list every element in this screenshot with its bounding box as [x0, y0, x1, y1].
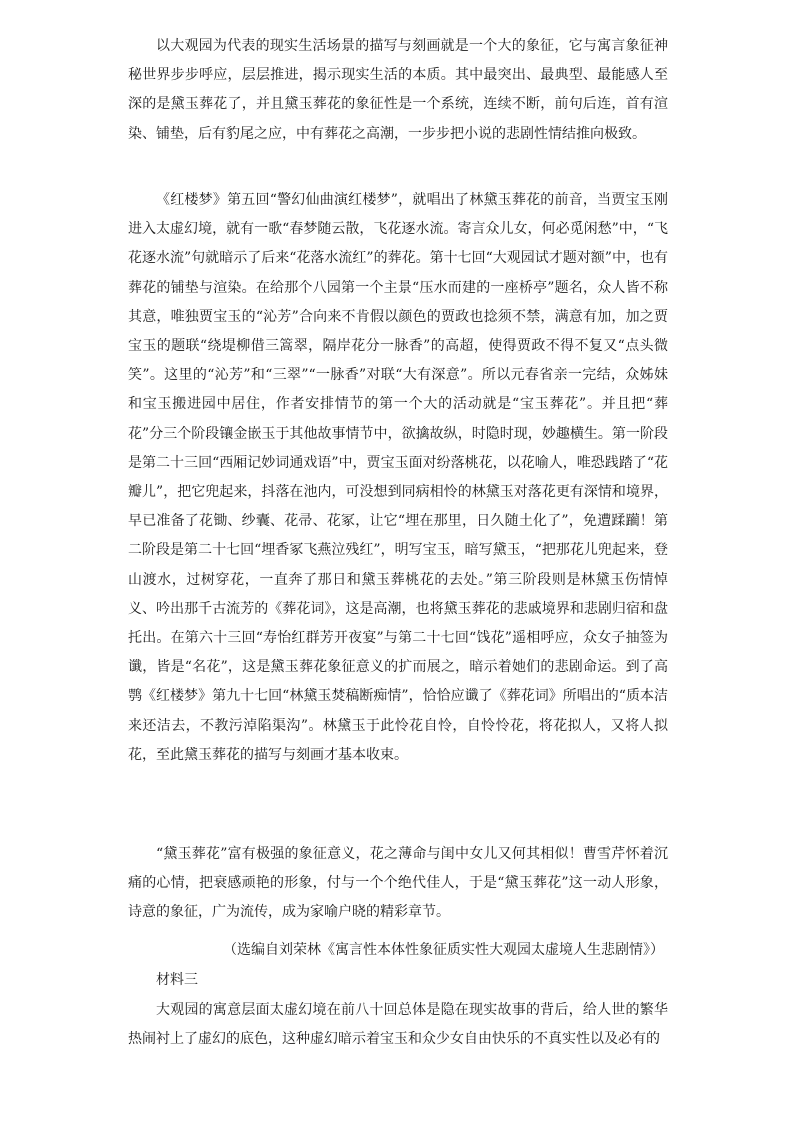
paragraph-3: “黛玉葬花”富有极强的象征意义，花之薄命与闺中女儿又何其相似！曹雪芹怀着沉痛的心情，把衰感顽艳的形象，付与一个个绝代佳人，于是“黛玉葬花”这一动人形象，诗意的象征，广为流传，成为家喻户晓的精彩章节。: [128, 846, 668, 921]
source-citation: （选编自刘荣林《寓言性本体性象征质实性大观园太虚境人生悲剧情》）: [223, 942, 664, 958]
paragraph-1: 以大观园为代表的现实生活场景的描写与刻画就是一个大的象征，它与寓言象征神秘世界步步呼应，层层推进，揭示现实生活的本质。其中最突出、最典型、最能感人至深的是黛玉葬花了，并且黛玉葬花的象征性是一个系统，连续不断，前句后连，首有渲染、铺垫，后有豹尾之应，中有葬花之高潮，一步步把小说的悲剧性情结推向极致。: [128, 38, 668, 142]
section-heading: 材料三: [156, 972, 198, 988]
paragraph-4: 大观园的寓意层面太虚幻境在前八十回总体是隐在现实故事的背后，给人世的繁华热闹衬上了虚幻的底色，这种虚幻暗示着宝玉和众少女自由快乐的不真实性以及必有的: [128, 1002, 668, 1048]
paragraph-2: 《红楼梦》第五回“警幻仙曲演红楼梦”，就唱出了林黛玉葬花的前音，当贾宝玉刚进入太虚幻境，就有一歌“春梦随云散，飞花逐水流。寄言众儿女，何必觅闲愁”中，“飞花逐水流”句就暗示了后来“花落水流红”的葬花。第十七回“大观园试才题对额”中，也有葬花的铺垫与渲染。在给那个八园第一个主景“压水而建的一座桥亭”题名，众人皆不称其意，唯独贾宝玉的“沁芳”合向来不肯假以颜色的贾政也捻须不禁，满意有加，加之贾宝玉的题联“绕堤柳借三篙翠，隔岸花分一脉香”的高超，使得贾政不得不复又“点头微笑”。这里的“沁芳”和“三翠”“一脉香”对联“大有深意”。所以元春省亲一完结，众姊妹和宝玉搬进园中居住，作者安排情节的第一个大的活动就是“宝玉葬花”。并且把“葬花”分三个阶段镶金嵌玉于其他故事情节中，欲擒故纵，时隐时现，妙趣横生。第一阶段是第二十三回“西厢记妙词通戏语”中，贾宝玉面对纷落桃花，以花喻人，唯恐践踏了“花瓣儿”，把它兜起来，抖落在池内，可没想到同病相怜的林黛玉对落花更有深情和境界，早已准备了花锄、纱囊、花帚、花冢，让它“埋在那里，日久随土化了”，免遭蹂躏！第二阶段是第二十七回“埋香冢飞燕泣残红”，明写宝玉，暗写黛玉，“把那花儿兜起来，登山渡水，过树穿花，一直奔了那日和黛玉葬桃花的去处。”第三阶段则是林黛玉伤情悼义、吟出那千古流芳的《葬花词》，这是高潮，也将黛玉葬花的悲戚境界和悲剧归宿和盘托出。在第六十三回“寿怡红群芳开夜宴”与第二十七回“饯花”遥相呼应，众女子抽签为谶，皆是“名花”，这是黛玉葬花象征意义的扩而展之，暗示着她们的悲剧命运。到了高鹗《红楼梦》第九十七回“林黛玉焚稿断痴情”，恰恰应谶了《葬花词》所唱出的“质本洁来还洁去，不教污淖陷渠沟”。林黛玉于此怜花自怜，自怜怜花，将花拟人，又将人拟花，至此黛玉葬花的描写与刻画才基本收束。: [128, 192, 668, 763]
